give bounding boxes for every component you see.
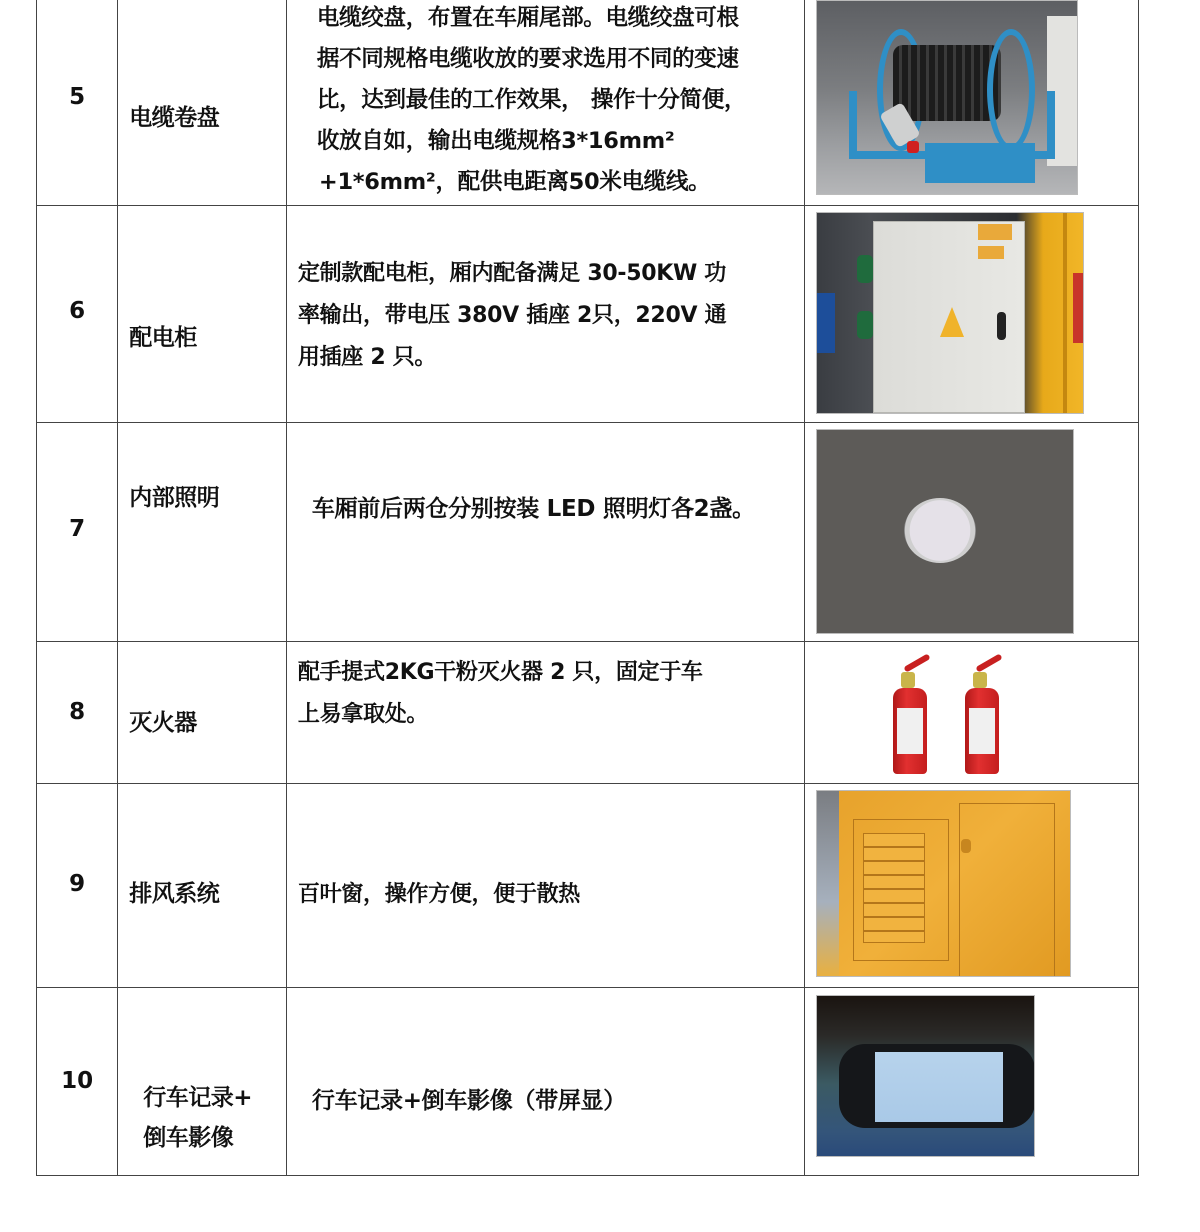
row-number: 5: [69, 84, 86, 110]
row-number: 8: [69, 699, 86, 725]
led-light-photo: [816, 429, 1074, 634]
description-cell: [286, 206, 804, 423]
table-row: [37, 784, 1139, 988]
item-description: [312, 488, 755, 530]
equipment-spec-table: [36, 0, 1139, 1176]
item-name-line: 行车记录+: [143, 1085, 253, 1111]
description-line: 收放自如，输出电缆规格3*16mm²: [316, 128, 675, 154]
image-cell: [804, 784, 1138, 988]
description-line: +1*6mm²，配供电距离50米电缆线。: [318, 169, 711, 195]
description-line: 车厢前后两仓分别按装 LED 照明灯各2盏。: [311, 496, 755, 522]
description-cell: [286, 988, 804, 1176]
image-cell: [804, 423, 1138, 642]
row-number-cell: [37, 206, 118, 423]
image-cell: [804, 988, 1138, 1176]
image-cell: [804, 642, 1138, 784]
row-number: 10: [61, 1068, 94, 1094]
item-description: [317, 0, 746, 203]
row-number: 7: [69, 516, 86, 542]
item-name-cell: [118, 423, 287, 642]
louver-vent-photo: [816, 790, 1071, 977]
description-line: 百叶窗，操作方便，便于散热: [297, 882, 580, 907]
item-description: [298, 253, 784, 379]
distribution-cabinet-photo: [816, 212, 1084, 414]
table-row: [37, 642, 1139, 784]
description-line: 比，达到最佳的工作效果， 操作十分简便，: [316, 87, 747, 113]
table-row: [37, 988, 1139, 1176]
description-line: 行车记录+倒车影像（带屏显）: [311, 1088, 626, 1114]
table-row: [37, 0, 1139, 206]
cable-reel-photo: [816, 0, 1078, 195]
item-name-cell: [118, 0, 287, 206]
description-line: 上易拿取处。: [297, 702, 429, 727]
description-cell: [286, 642, 804, 784]
reverse-camera-screen: [875, 1052, 1003, 1122]
description-cell: [286, 784, 804, 988]
description-line: 据不同规格电缆收放的要求选用不同的变速: [316, 46, 739, 72]
item-description: [312, 1080, 626, 1122]
row-number: 9: [69, 871, 86, 897]
row-number-cell: [37, 0, 118, 206]
description-line: 电缆绞盘，布置在车厢尾部。电缆绞盘可根: [316, 5, 739, 31]
description-line: 率输出，带电压 380V 插座 2只，220V 通: [297, 303, 727, 328]
item-description: [298, 652, 703, 736]
item-name-cell: [118, 642, 287, 784]
description-line: 定制款配电柜，厢内配备满足 30-50KW 功: [297, 261, 726, 286]
description-line: 配手提式2KG干粉灭火器 2 只，固定于车: [297, 660, 703, 685]
item-description: [298, 874, 580, 916]
item-name: 电缆卷盘: [129, 105, 220, 131]
item-name: 灭火器: [129, 710, 197, 736]
item-name-cell: [118, 988, 287, 1176]
description-line: 用插座 2 只。: [297, 345, 437, 370]
row-number-cell: [37, 423, 118, 642]
description-cell: [286, 423, 804, 642]
item-name-cell: [118, 206, 287, 423]
table-row: [37, 423, 1139, 642]
item-name: 配电柜: [129, 325, 197, 351]
cabinet-door: [873, 221, 1025, 413]
item-name: 内部照明: [129, 485, 220, 511]
row-number-cell: [37, 988, 118, 1176]
dashcam-reverse-camera-photo: [816, 995, 1035, 1157]
led-light-fixture: [904, 498, 976, 563]
description-cell: [286, 0, 804, 206]
item-name: [143, 1078, 282, 1158]
item-name: 排风系统: [129, 881, 220, 907]
row-number-cell: [37, 784, 118, 988]
image-cell: [804, 0, 1138, 206]
item-name-cell: [118, 784, 287, 988]
row-number: 6: [69, 298, 86, 324]
rearview-mirror-display: [839, 1044, 1035, 1128]
item-name-line: 倒车影像: [143, 1125, 234, 1151]
row-number-cell: [37, 642, 118, 784]
table-row: [37, 206, 1139, 423]
image-cell: [804, 206, 1138, 423]
fire-extinguisher-photo: [885, 654, 1025, 778]
